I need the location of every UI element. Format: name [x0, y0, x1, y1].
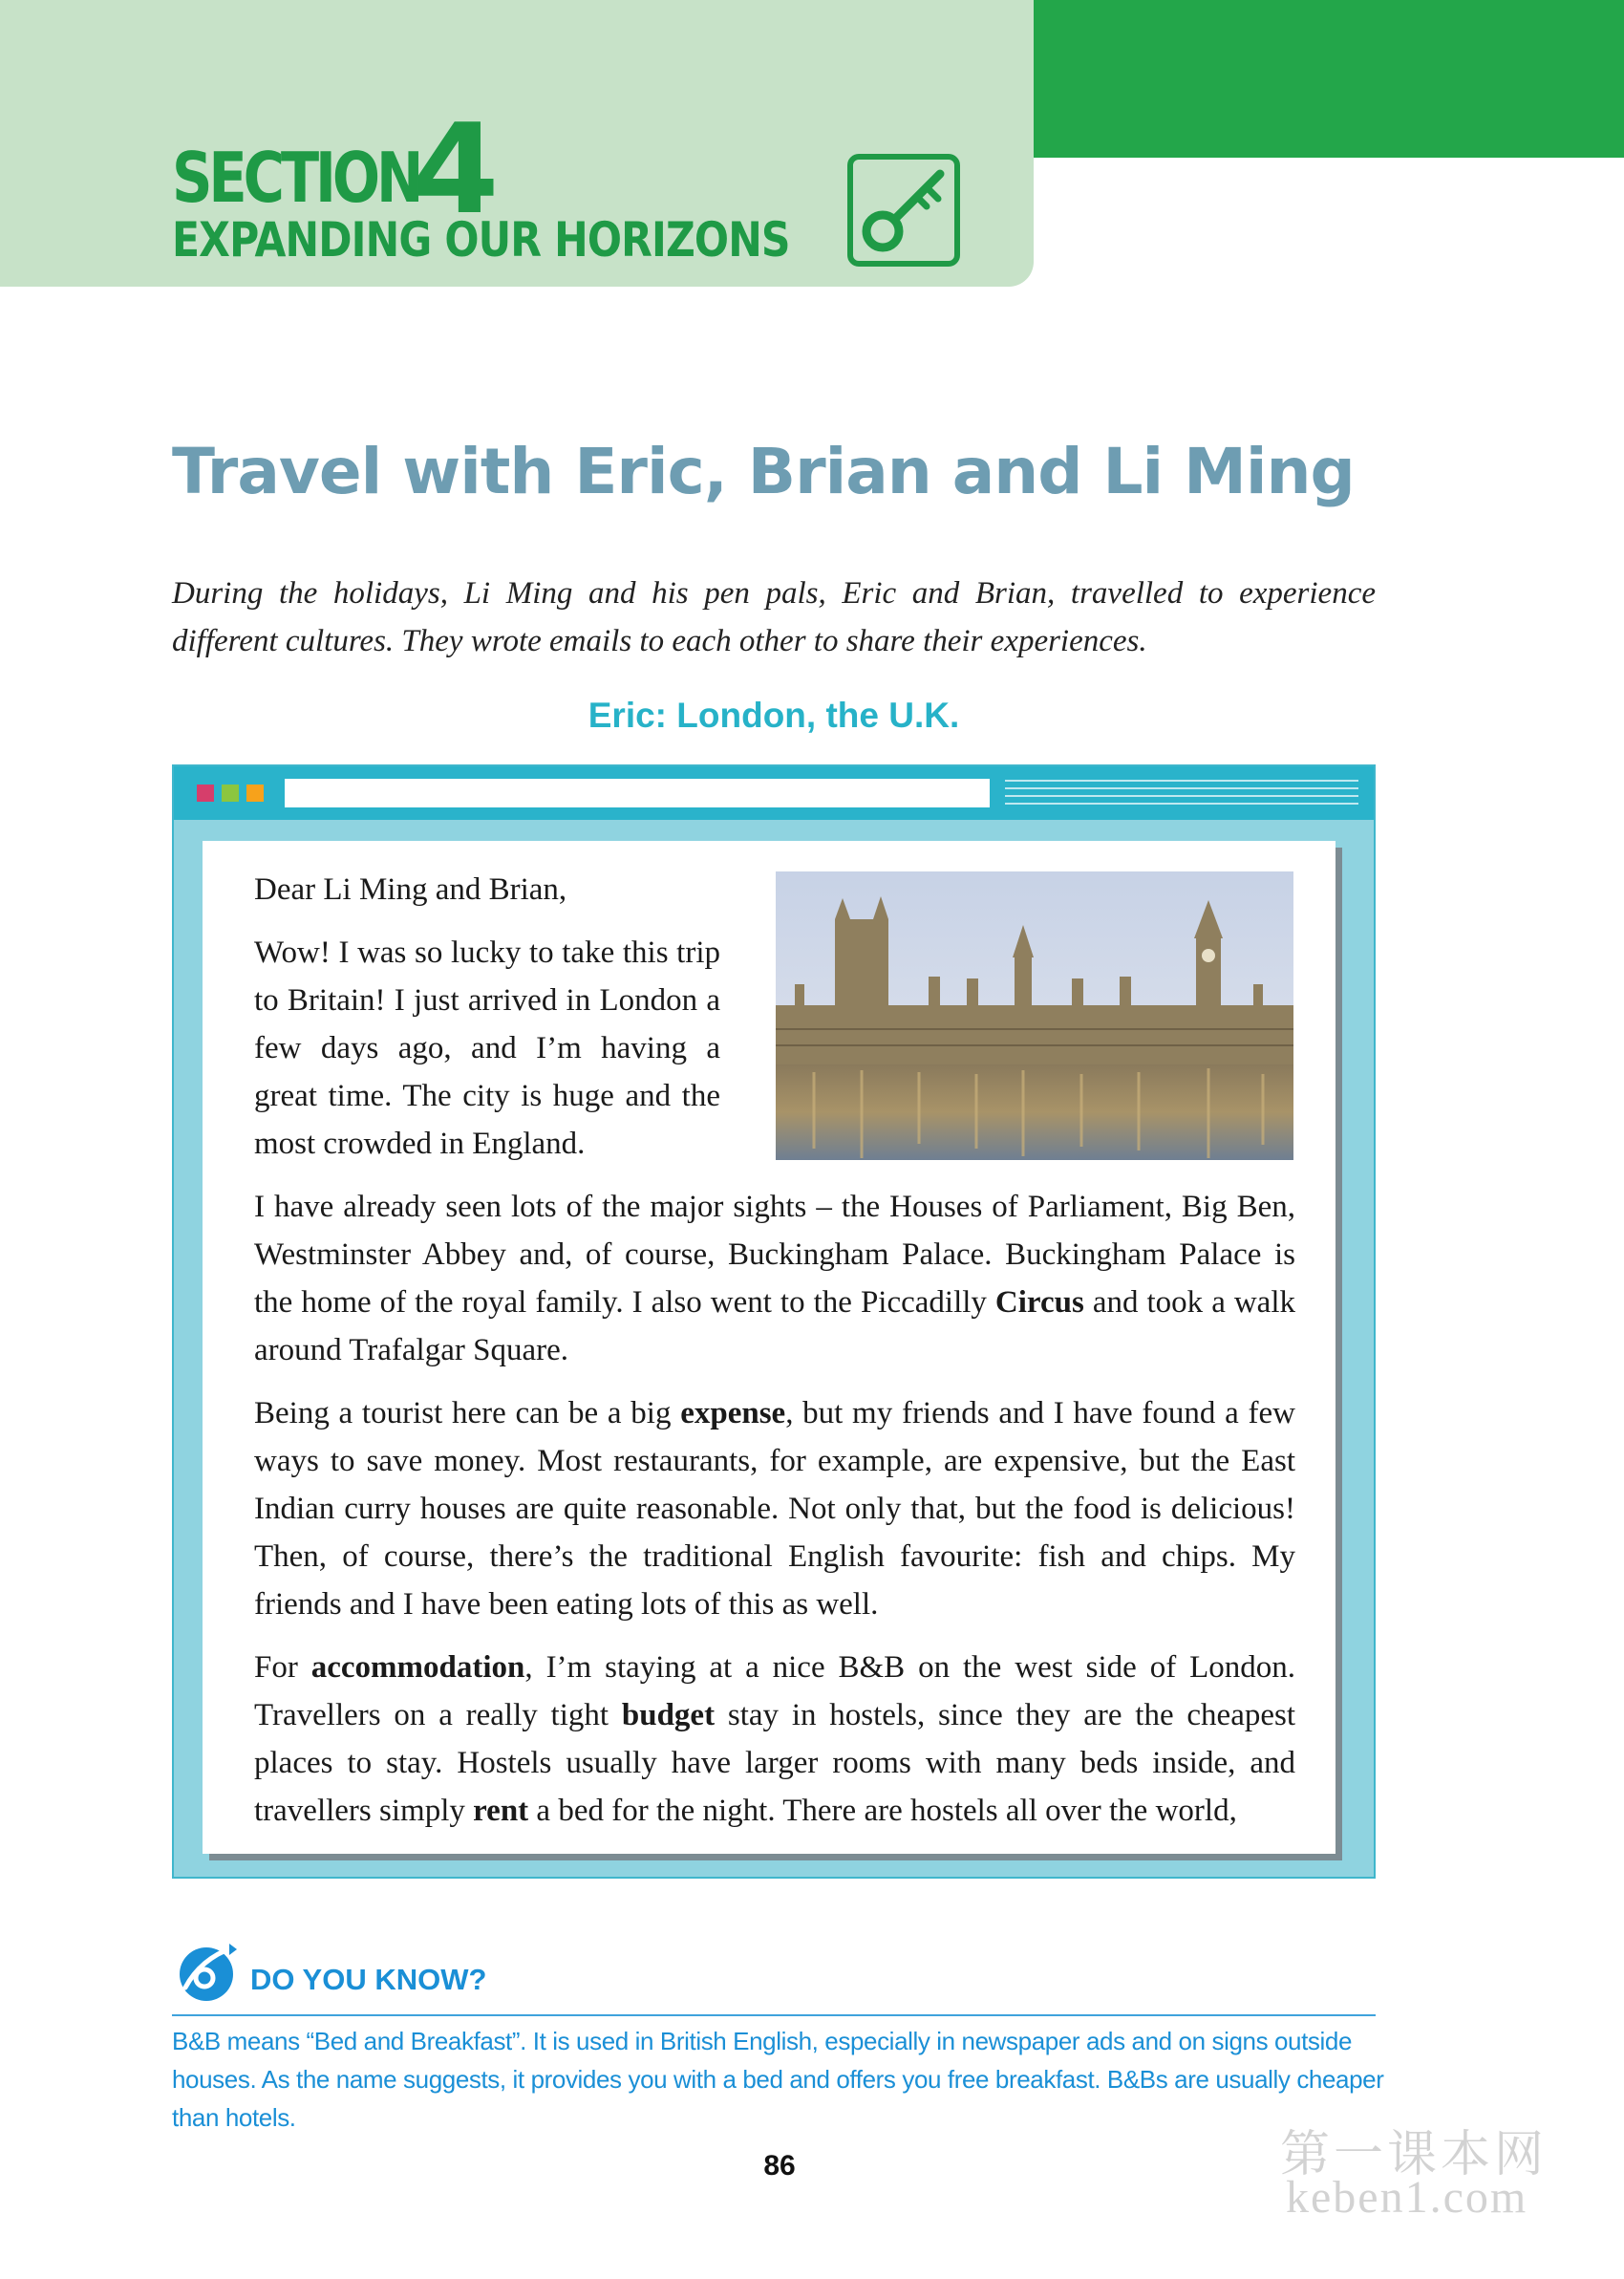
section-number: 4 — [413, 97, 500, 242]
text-span: , but my friends and I have found a few ways to save money. Most restaurants, for example, are expensive, but the East Indian curry houses are quite reasonable. Not only that, but the food is delicious! Then, of course, there’s the traditional English favourite: fish and chips. My friends and I have been eating lots of this as well. — [254, 1396, 1295, 1622]
email-paragraph-4 — [254, 1644, 1295, 1835]
window-dot-orange — [246, 785, 264, 802]
did-you-know-icon — [172, 1940, 241, 2009]
email-heading: Eric: London, the U.K. — [588, 696, 960, 735]
key-icon — [846, 153, 961, 268]
window-dot-red — [197, 785, 214, 802]
toolbar-line — [1005, 780, 1358, 782]
window-dot-green — [222, 785, 239, 802]
text-span: , I’m staying at a nice B&B on the west side of London. Travellers on a really tight — [254, 1650, 1296, 1732]
browser-toolbar — [174, 766, 1374, 820]
address-bar — [285, 779, 990, 807]
toolbar-line — [1005, 795, 1358, 797]
text-span: a bed for the night. There are hostels all over the world, — [528, 1794, 1237, 1828]
page-number: 86 — [763, 2150, 796, 2182]
vocab-word: Circus — [994, 1285, 1084, 1320]
vocab-word: rent — [473, 1794, 529, 1828]
email-salutation: Dear Li Ming and Brian, — [254, 872, 567, 907]
section-subtitle: EXPANDING OUR HORIZONS — [172, 212, 790, 268]
text-span: stay in hostels, since they are the cheapest places to stay. Hostels usually have larger rooms with many beds inside, and travellers simply — [254, 1698, 1295, 1828]
intro-text: During the holidays, Li Ming and his pen pals, Eric and Brian, travelled to experience different cultures. They wrote emails to each other to share their experiences. — [172, 576, 1376, 658]
email-paragraph-1: Wow! I was so lucky to take this trip to Britain! I just arrived in London a few days ago, and I’m having a great time. The city is huge and the most crowded in England. — [254, 935, 720, 1161]
text-span: I have already seen lots of the major sights – the Houses of Parliament, Big Ben, Westminster Abbey and, of course, Buckingham Palace. Buckingham Palace is the home of the royal family. I also went to the Piccadilly — [254, 1190, 1295, 1320]
did-you-know-divider — [172, 2014, 1376, 2016]
vocab-word: budget — [621, 1698, 716, 1732]
parliament-photo — [776, 871, 1293, 1160]
watermark-text-cn: 第一课本网 — [1280, 2126, 1549, 2183]
vocab-word: accommodation — [310, 1650, 525, 1685]
email-paragraph-2 — [254, 1183, 1295, 1374]
email-paragraph-3 — [254, 1389, 1295, 1628]
text-span: and took a walk around Trafalgar Square. — [254, 1285, 1295, 1367]
vocab-word: expense — [680, 1396, 786, 1430]
text-span: Being a tourist here can be a big — [254, 1396, 681, 1430]
header-accent-bar — [1034, 0, 1624, 158]
toolbar-line — [1005, 787, 1358, 789]
section-label: SECTION — [172, 138, 420, 218]
toolbar-line — [1005, 803, 1358, 805]
text-span: For — [254, 1650, 311, 1685]
did-you-know-text: B&B means “Bed and Breakfast”. It is used in British English, especially in newspaper ads and on signs outside houses. As the name suggests, it provides you with a bed and offers you free breakfast. B&Bs are usually cheaper than hotels. — [172, 2027, 1384, 2132]
page-title: Travel with Eric, Brian and Li Ming — [172, 435, 1355, 508]
did-you-know-title: DO YOU KNOW? — [250, 1963, 487, 1996]
watermark-text-en: keben1.com — [1286, 2172, 1528, 2223]
